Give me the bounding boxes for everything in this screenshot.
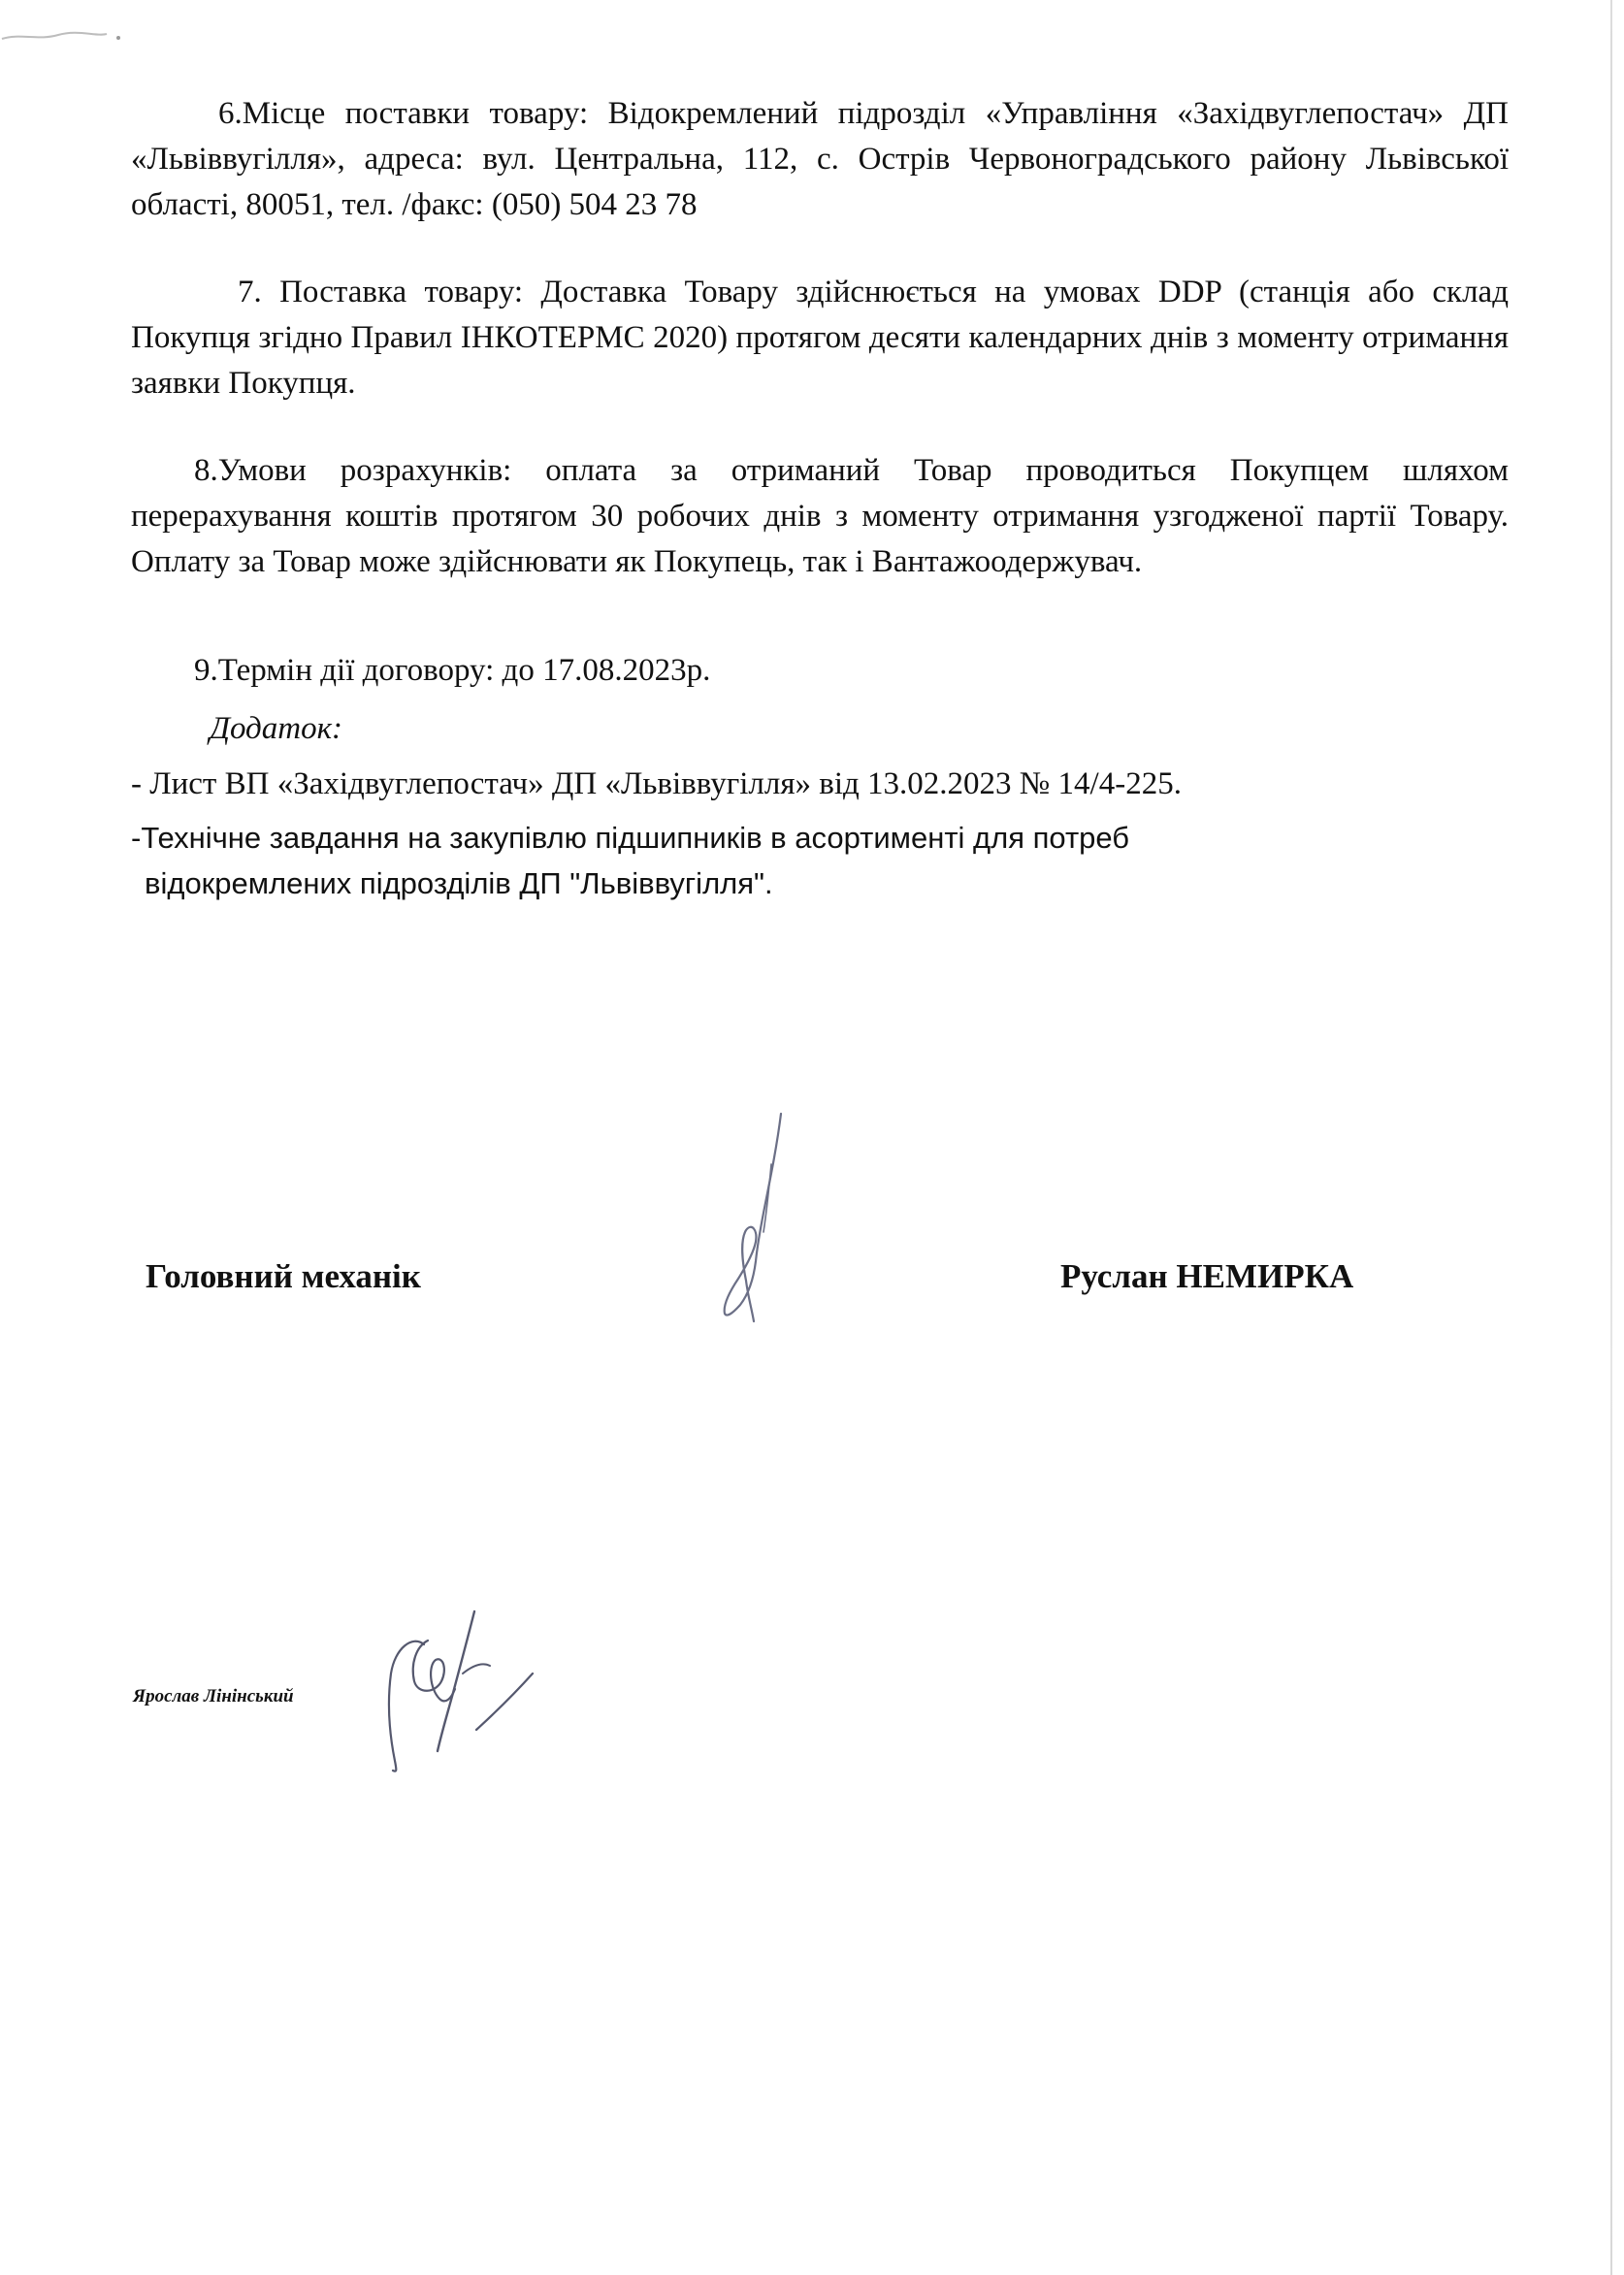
appendix-item-technical-task — [131, 815, 1344, 906]
appendix-title: Додаток: — [210, 711, 343, 746]
scan-page-edge — [1610, 0, 1612, 2275]
clause-7-delivery-terms: 7. Поставка товару: Доставка Товару здійснюється на умовах DDP (станція або склад Покупця згідно Правил ІНКОТЕРМС 2020) протягом десяти календарних днів з моменту отримання заявки Покупця. — [131, 275, 1509, 401]
appendix-item-technical-task-line-1: -Технічне завдання на закупівлю підшипників в асортименті для потреб — [131, 821, 1130, 855]
handwritten-signature-preparer — [383, 1606, 538, 1775]
preparer-name: Ярослав Лінінський — [133, 1686, 294, 1706]
handwritten-signature-chief-mechanic — [713, 1106, 800, 1329]
clause-9-contract-term: 9.Термін дії договору: до 17.08.2023р. — [194, 653, 711, 688]
appendix-item-technical-task-line-2: відокремлених підрозділів ДП "Львіввугілля". — [145, 866, 773, 900]
signer-name: Руслан НЕМИРКА — [1060, 1257, 1354, 1295]
signer-position-title: Головний механік — [146, 1257, 421, 1295]
clause-8-payment-terms: 8.Умови розрахунків: оплата за отриманий Товар проводиться Покупцем шляхом перерахування коштів протягом 30 робочих днів з моменту отримання узгодженої партії Товару. Оплату за Товар може здійснювати як Покупець, так і Вантажоодержувач. — [131, 453, 1509, 579]
appendix-item-letter: - Лист ВП «Західвуглепостач» ДП «Львіввугілля» від 13.02.2023 № 14/4-225. — [131, 766, 1182, 801]
clause-6-delivery-place: 6.Місце поставки товару: Відокремлений підрозділ «Управління «Західвуглепостач» ДП «Львіввугілля», адреса: вул. Центральна, 112, с. Острів Червоноградського району Львівської області, 80051, тел. /факс: (050) 504 23 78 — [131, 96, 1509, 222]
scan-artifact-mark — [0, 29, 126, 43]
